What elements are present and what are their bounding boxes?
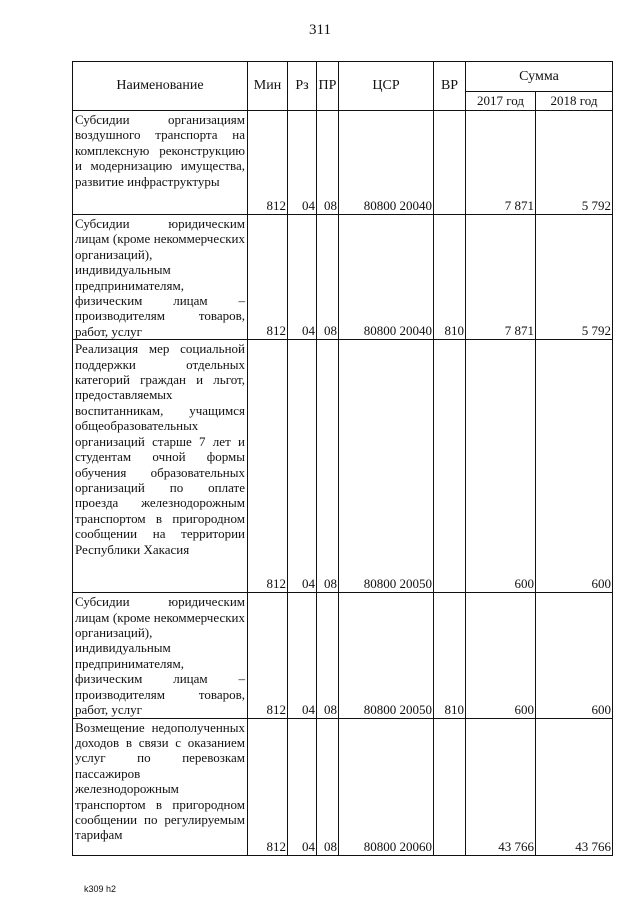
table-row — [73, 111, 613, 215]
header-name: Наименование — [73, 62, 248, 111]
row-rz: 04 — [288, 718, 317, 855]
row-name: Субсидии организациям воздушного транспорта на комплексную реконструкцию и модернизацию имущества, развитие инфраструктуры — [73, 111, 248, 215]
table-row — [73, 718, 613, 855]
header-rz: Рз — [288, 62, 317, 111]
row-2017: 7 871 — [466, 215, 536, 340]
header-csr: ЦСР — [339, 62, 434, 111]
row-csr: 80800 20050 — [339, 593, 434, 718]
row-vr: 810 — [434, 215, 466, 340]
page-number: 311 — [309, 22, 331, 38]
row-pr: 08 — [317, 215, 339, 340]
header-2017: 2017 год — [466, 92, 536, 111]
header-vr: ВР — [434, 62, 466, 111]
row-vr — [434, 111, 466, 215]
row-pr: 08 — [317, 593, 339, 718]
header-2018: 2018 год — [536, 92, 613, 111]
row-name: Субсидии юридическим лицам (кроме некоммерческих организаций), индивидуальным предпринимателям, физическим лицам – производителям товаров, работ, услуг — [73, 593, 248, 718]
row-min: 812 — [248, 593, 288, 718]
row-csr: 80800 20060 — [339, 718, 434, 855]
table-row — [73, 340, 613, 593]
table-row — [73, 215, 613, 340]
row-pr: 08 — [317, 340, 339, 593]
row-rz: 04 — [288, 340, 317, 593]
row-csr: 80800 20050 — [339, 340, 434, 593]
budget-table — [72, 61, 613, 856]
row-2018: 600 — [536, 593, 613, 718]
row-2017: 600 — [466, 340, 536, 593]
row-2018: 5 792 — [536, 215, 613, 340]
row-2017: 600 — [466, 593, 536, 718]
row-rz: 04 — [288, 593, 317, 718]
row-2018: 43 766 — [536, 718, 613, 855]
table-row — [73, 593, 613, 718]
row-rz: 04 — [288, 215, 317, 340]
row-vr — [434, 718, 466, 855]
row-name: Возмещение недополученных доходов в связи с оказанием услуг по перевозкам пассажиров железнодорожным транспортом в пригородном сообщении по регулируемым тарифам — [73, 718, 248, 855]
row-csr: 80800 20040 — [339, 215, 434, 340]
row-min: 812 — [248, 340, 288, 593]
header-sum: Сумма — [466, 62, 613, 92]
row-name: Реализация мер социальной поддержки отдельных категорий граждан и льгот, предоставляемых воспитанникам, учащимся общеобразовательных организаций старше 7 лет и студентам очной формы обучения образовательных организаций по оплате проезда железнодорожным транспортом в пригородном сообщении на территории Республики Хакасия — [73, 340, 248, 593]
header-min: Мин — [248, 62, 288, 111]
row-min: 812 — [248, 215, 288, 340]
row-2017: 7 871 — [466, 111, 536, 215]
row-min: 812 — [248, 111, 288, 215]
header-pr: ПР — [317, 62, 339, 111]
footer-code: k309 h2 — [84, 884, 117, 894]
row-rz: 04 — [288, 111, 317, 215]
row-csr: 80800 20040 — [339, 111, 434, 215]
row-min: 812 — [248, 718, 288, 855]
row-vr — [434, 340, 466, 593]
row-name: Субсидии юридическим лицам (кроме некоммерческих организаций), индивидуальным предпринимателям, физическим лицам – производителям товаров, работ, услуг — [73, 215, 248, 340]
row-2018: 600 — [536, 340, 613, 593]
row-pr: 08 — [317, 718, 339, 855]
row-pr: 08 — [317, 111, 339, 215]
row-2017: 43 766 — [466, 718, 536, 855]
row-2018: 5 792 — [536, 111, 613, 215]
row-vr: 810 — [434, 593, 466, 718]
